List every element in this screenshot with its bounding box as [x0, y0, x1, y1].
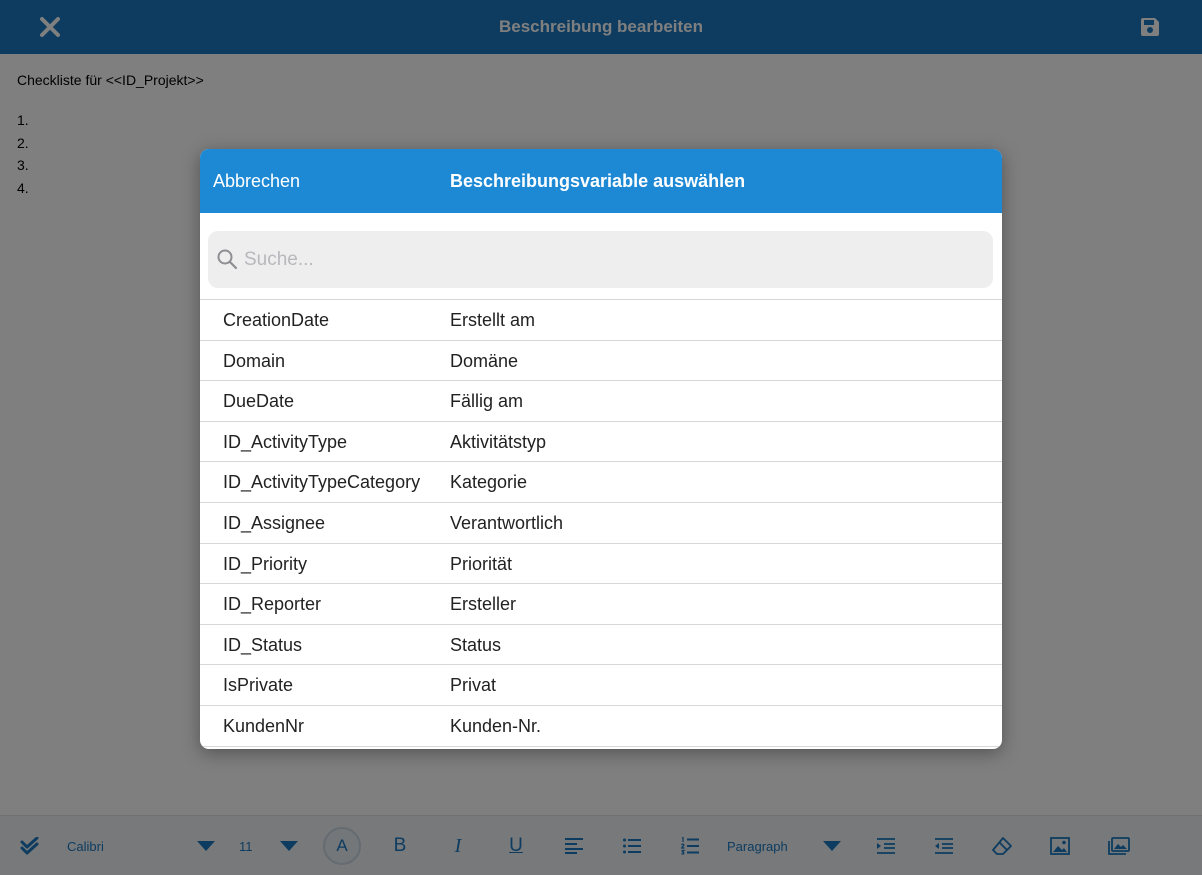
cancel-button[interactable]: Abbrechen: [213, 171, 301, 191]
variable-label: Kunden-Nr.: [450, 715, 542, 736]
list-item[interactable]: [200, 422, 1002, 463]
list-item[interactable]: [200, 584, 1002, 625]
variable-label: Kategorie: [450, 472, 528, 493]
list-item[interactable]: [200, 341, 1002, 382]
variable-label: Verantwortlich: [450, 512, 564, 533]
variable-label: Domäne: [450, 350, 519, 371]
variable-key: CreationDate: [223, 310, 330, 330]
variable-key: ID_Reporter: [223, 594, 322, 615]
list-item[interactable]: [200, 544, 1002, 585]
variable-key: DueDate: [223, 391, 295, 412]
variable-list: [200, 299, 1002, 747]
variable-key: ID_ActivityType: [223, 431, 348, 452]
list-item[interactable]: [200, 706, 1002, 747]
variable-label: Privat: [450, 675, 497, 696]
variable-label: Erstellt am: [450, 310, 536, 330]
search-box: [208, 231, 993, 288]
list-item[interactable]: [200, 381, 1002, 422]
list-item[interactable]: [200, 300, 1002, 341]
dialog-header: [200, 149, 1002, 213]
list-item[interactable]: [200, 665, 1002, 706]
variable-key: ID_ActivityTypeCategory: [223, 472, 421, 493]
list-item[interactable]: [200, 462, 1002, 503]
variable-label: Ersteller: [450, 594, 517, 615]
dialog-title: Beschreibungsvariable auswählen: [450, 171, 746, 191]
variable-label: Priorität: [450, 553, 513, 574]
variable-label: Status: [450, 634, 502, 655]
search-input[interactable]: [244, 231, 984, 288]
variable-label: Fällig am: [450, 391, 524, 412]
list-item[interactable]: [200, 625, 1002, 666]
variable-key: KundenNr: [223, 715, 305, 736]
list-item[interactable]: [200, 503, 1002, 544]
variable-key: IsPrivate: [223, 675, 294, 696]
variable-picker-dialog: [200, 149, 1002, 749]
variable-key: ID_Assignee: [223, 512, 326, 533]
search-icon: [217, 249, 237, 269]
variable-label: Aktivitätstyp: [450, 431, 547, 452]
variable-key: ID_Priority: [223, 553, 308, 574]
variable-key: ID_Status: [223, 634, 303, 655]
variable-key: Domain: [223, 350, 286, 371]
